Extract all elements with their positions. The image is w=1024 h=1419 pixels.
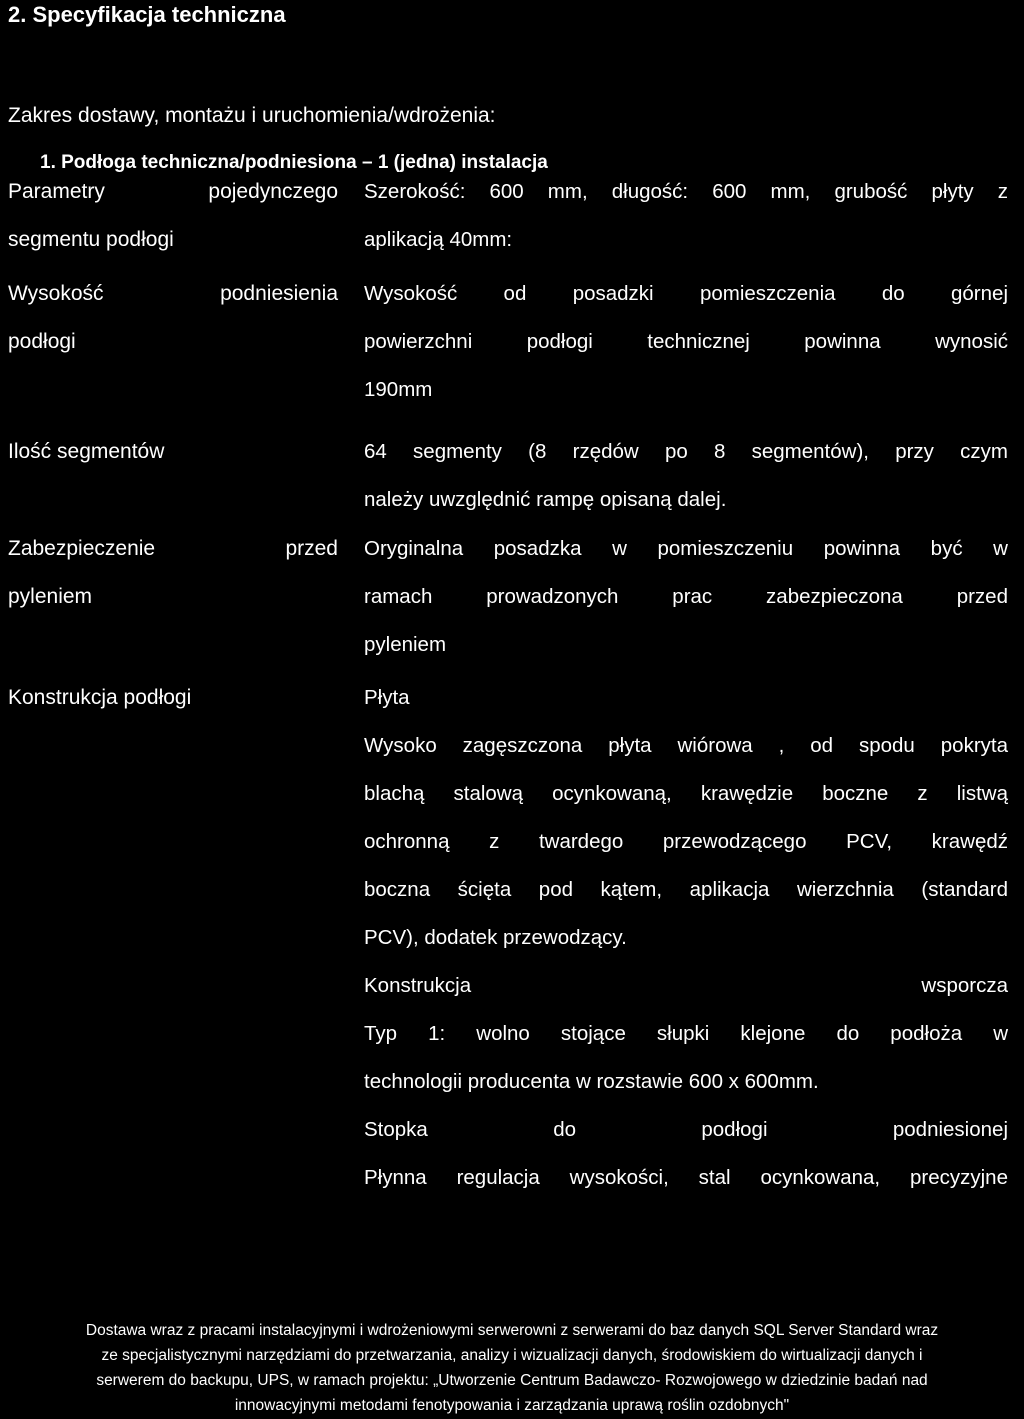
- spec-label-segment-count: [8, 428, 338, 476]
- value-line: należy uwzględnić rampę opisaną dalej.: [364, 488, 727, 511]
- value-line: 190mm: [364, 378, 433, 401]
- value-line: pyleniem: [364, 633, 447, 656]
- value-line: Oryginalna posadzka w pomieszczeniu powinna być w: [364, 537, 1008, 560]
- footer-line: serwerem do backupu, UPS, w ramach projektu: „Utworzenie Centrum Badawczo- Rozwojowego w dziedzinie badań nad: [96, 1372, 928, 1389]
- value-line: 64 segmenty (8 rzędów po 8 segmentów), przy czym: [364, 440, 1008, 463]
- spec-value-height: [364, 270, 1008, 414]
- label-line: Zabezpieczenie przed: [8, 537, 338, 560]
- page-footer: [0, 1318, 1024, 1418]
- spec-label-height: [8, 270, 338, 366]
- spec-value-segment-params: [364, 168, 1008, 264]
- value-line: Płynna regulacja wysokości, stal ocynkowana, precyzyjne: [364, 1166, 1008, 1189]
- scope-intro: Zakres dostawy, montażu i uruchomienia/wdrożenia:: [8, 104, 496, 127]
- value-line: aplikacją 40mm:: [364, 228, 513, 251]
- value-line: Wysoko zagęszczona płyta wiórowa , od spodu pokryta: [364, 734, 1008, 757]
- spec-label-segment-params: [8, 168, 338, 264]
- value-line: Płyta: [364, 686, 410, 709]
- value-line: Typ 1: wolno stojące słupki klejone do podłoża w: [364, 1022, 1008, 1045]
- spec-label-floor-construction: [8, 674, 338, 722]
- value-line: ramach prowadzonych prac zabezpieczona przed: [364, 585, 1008, 608]
- footer-line: Dostawa wraz z pracami instalacyjnymi i wdrożeniowymi serwerowni z serwerami do baz danych SQL Server Standard wraz: [85, 1322, 939, 1339]
- spec-value-segment-count: [364, 428, 1008, 524]
- value-line: Wysokość od posadzki pomieszczenia do górnej: [364, 282, 1008, 305]
- label-line: Wysokość podniesienia: [8, 282, 338, 305]
- label-line: Ilość segmentów: [8, 440, 165, 463]
- value-line: Stopka do podłogi podniesionej: [364, 1118, 1008, 1141]
- label-line: segmentu podłogi: [8, 228, 174, 251]
- label-line: pyleniem: [8, 585, 93, 608]
- value-line: Szerokość: 600 mm, długość: 600 mm, grubość płyty z: [364, 180, 1008, 203]
- label-line: Konstrukcja podłogi: [8, 686, 192, 709]
- value-line: Konstrukcja wsporcza: [364, 974, 1008, 997]
- spec-value-floor-construction: [364, 674, 1008, 1202]
- value-line: technologii producenta w rozstawie 600 x 600mm.: [364, 1070, 819, 1093]
- value-line: blachą stalową ocynkowaną, krawędzie boczne z listwą: [364, 782, 1008, 805]
- label-line: Parametry pojedynczego: [8, 180, 338, 203]
- label-line: podłogi: [8, 330, 76, 353]
- spec-label-dust-protection: [8, 525, 338, 621]
- item-title: 1. Podłoga techniczna/podniesiona – 1 (jedna) instalacja: [40, 152, 548, 173]
- footer-line: innowacyjnymi metodami fenotypowania i zarządzania uprawą roślin ozdobnych": [234, 1397, 790, 1414]
- spec-value-dust-protection: [364, 525, 1008, 669]
- value-line: PCV), dodatek przewodzący.: [364, 926, 627, 949]
- value-line: ochronną z twardego przewodzącego PCV, krawędź: [364, 830, 1008, 853]
- section-heading: 2. Specyfikacja techniczna: [8, 2, 286, 27]
- value-line: powierzchni podłogi technicznej powinna wynosić: [364, 330, 1008, 353]
- footer-line: ze specjalistycznymi narzędziami do przetwarzania, analizy i wizualizacji danych, środowiskiem do wirtualizacji danych i: [101, 1347, 923, 1364]
- value-line: boczna ścięta pod kątem, aplikacja wierzchnia (standard: [364, 878, 1008, 901]
